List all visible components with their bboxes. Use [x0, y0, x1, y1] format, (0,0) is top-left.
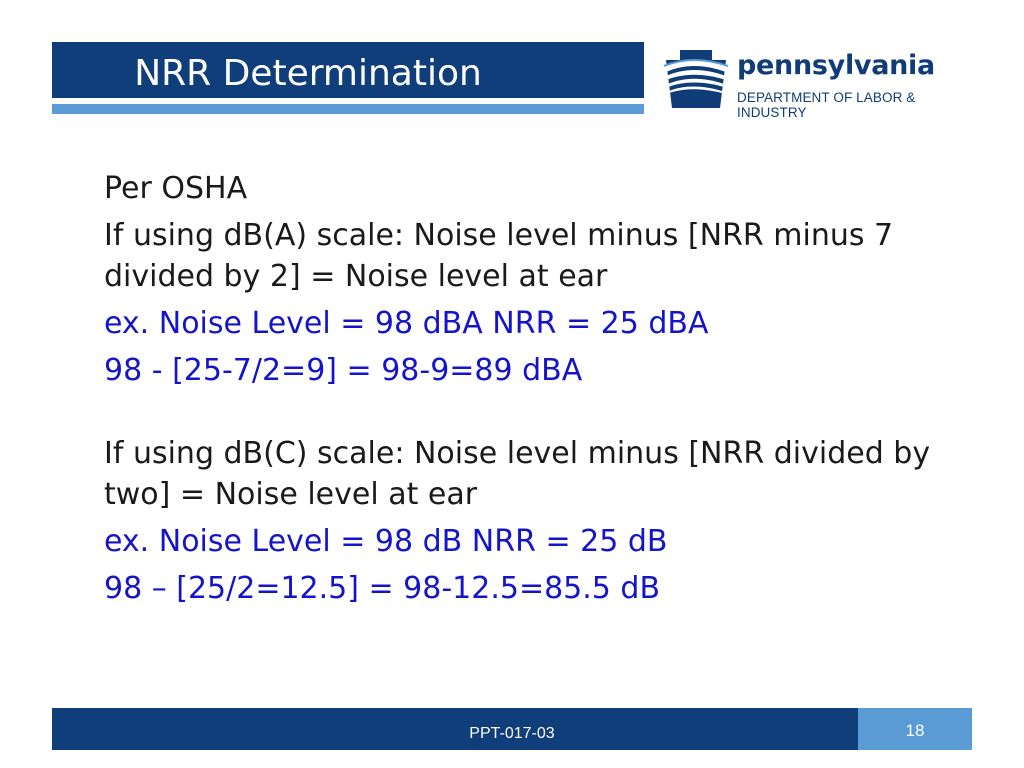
slide-title: NRR Determination: [134, 53, 482, 94]
pa-logo: [664, 46, 984, 120]
title-accent-stripe: [52, 104, 644, 114]
footer-code: PPT-017-03: [469, 725, 555, 742]
logo-department: DEPARTMENT OF LABOR & INDUSTRY: [737, 90, 916, 120]
body-line: If using dB(A) scale: Noise level minus [NRR minus 7 divided by 2] = Noise level at ear: [104, 218, 894, 294]
page-number: 18: [905, 721, 925, 740]
body-line: Per OSHA: [104, 171, 248, 206]
logo-name: pennsylvania: [737, 50, 935, 81]
body-line: If using dB(C) scale: Noise level minus [NRR divided by two] = Noise level at ear: [104, 436, 931, 512]
example-line: 98 – [25/2=12.5] = 98-12.5=85.5 dB: [104, 571, 661, 606]
example-line: ex. Noise Level = 98 dB NRR = 25 dB: [104, 524, 668, 559]
example-line: ex. Noise Level = 98 dBA NRR = 25 dBA: [104, 306, 709, 341]
slide-body: [104, 168, 984, 615]
keystone-icon: [664, 46, 728, 110]
example-line: 98 - [25-7/2=9] = 98-9=89 dBA: [104, 353, 583, 388]
